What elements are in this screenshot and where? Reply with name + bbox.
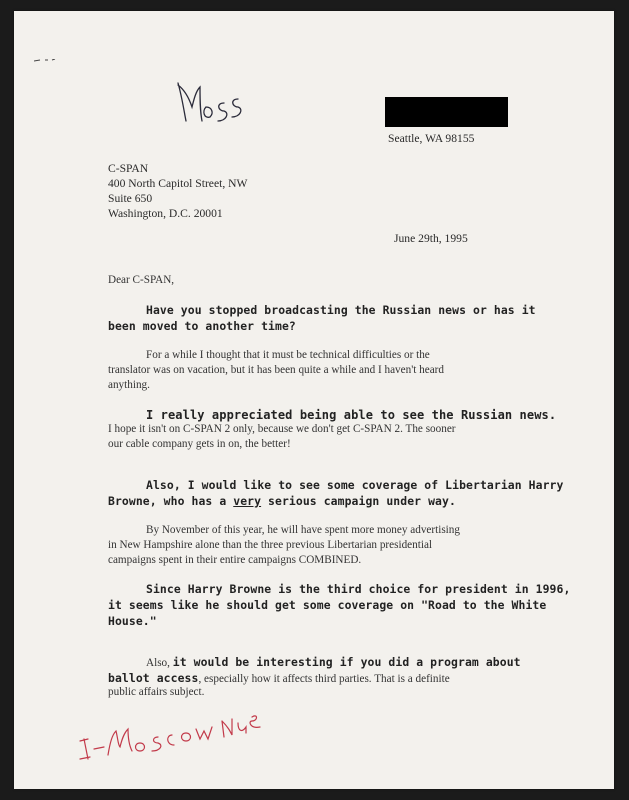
p4-line2-end: serious campaign under way. bbox=[261, 494, 456, 508]
recipient-name: C-SPAN bbox=[108, 162, 149, 175]
red-note-text: I-Moscow News bbox=[72, 699, 80, 700]
letter-page bbox=[14, 11, 614, 789]
recipient-suite: Suite 650 bbox=[108, 192, 153, 205]
p3-line2: our cable company gets in on, the better! bbox=[108, 438, 291, 450]
p2-line1: For a while I thought that it must be technical difficulties or the bbox=[146, 349, 430, 361]
recipient-city: Washington, D.C. 20001 bbox=[108, 207, 223, 220]
city-line: Seattle, WA 98155 bbox=[388, 132, 475, 145]
p2-line3: anything. bbox=[108, 379, 150, 391]
p1-line2: been moved to another time? bbox=[108, 319, 296, 333]
p7-line1 bbox=[146, 654, 521, 672]
p2-line2: translator was on vacation, but it has been quite a while and I haven't heard bbox=[108, 364, 444, 376]
p7-ballot-access: ballot access bbox=[108, 671, 199, 685]
p7-line3: public affairs subject. bbox=[108, 686, 205, 698]
p7-start: Also, bbox=[146, 657, 173, 669]
p3-line1: I hope it isn't on C-SPAN 2 only, because we don't get C-SPAN 2. The sooner bbox=[108, 423, 456, 435]
p4-line1: Also, I would like to see some coverage of Libertarian Harry bbox=[146, 478, 564, 492]
handwritten-initials bbox=[172, 77, 244, 137]
red-handwritten-note bbox=[72, 699, 262, 765]
p6-line3: House." bbox=[108, 614, 157, 628]
p1-line1: Have you stopped broadcasting the Russian news or has it bbox=[146, 303, 536, 317]
p4-underlined-word: very bbox=[233, 494, 262, 508]
p5-line1: By November of this year, he will have spent more money advertising bbox=[146, 524, 460, 536]
p6-line2: it seems like he should get some coverage on "Road to the White bbox=[108, 598, 547, 612]
p3-bold-line: I really appreciated being able to see the Russian news. bbox=[146, 408, 557, 422]
recipient-street: 400 North Capitol Street, NW bbox=[108, 177, 248, 190]
p5-line3: campaigns spent in their entire campaigns COMBINED. bbox=[108, 554, 362, 566]
handwritten-initials-text: Mos bbox=[172, 77, 174, 78]
p7-bold: it would be interesting if you did a program about bbox=[172, 655, 521, 669]
p5-line2: in New Hampshire alone than the three previous Libertarian presidential bbox=[108, 539, 433, 551]
stray-mark bbox=[34, 59, 56, 62]
p7-line2-rest: , especially how it affects third parties. That is a definite bbox=[198, 673, 450, 685]
letter-date: June 29th, 1995 bbox=[394, 232, 468, 245]
p4-line2 bbox=[108, 493, 456, 509]
p6-line1: Since Harry Browne is the third choice for president in 1996, bbox=[146, 582, 571, 596]
salutation: Dear C-SPAN, bbox=[108, 274, 175, 286]
redacted-block bbox=[385, 97, 508, 127]
p4-line2-start: Browne, who has a bbox=[108, 494, 234, 508]
